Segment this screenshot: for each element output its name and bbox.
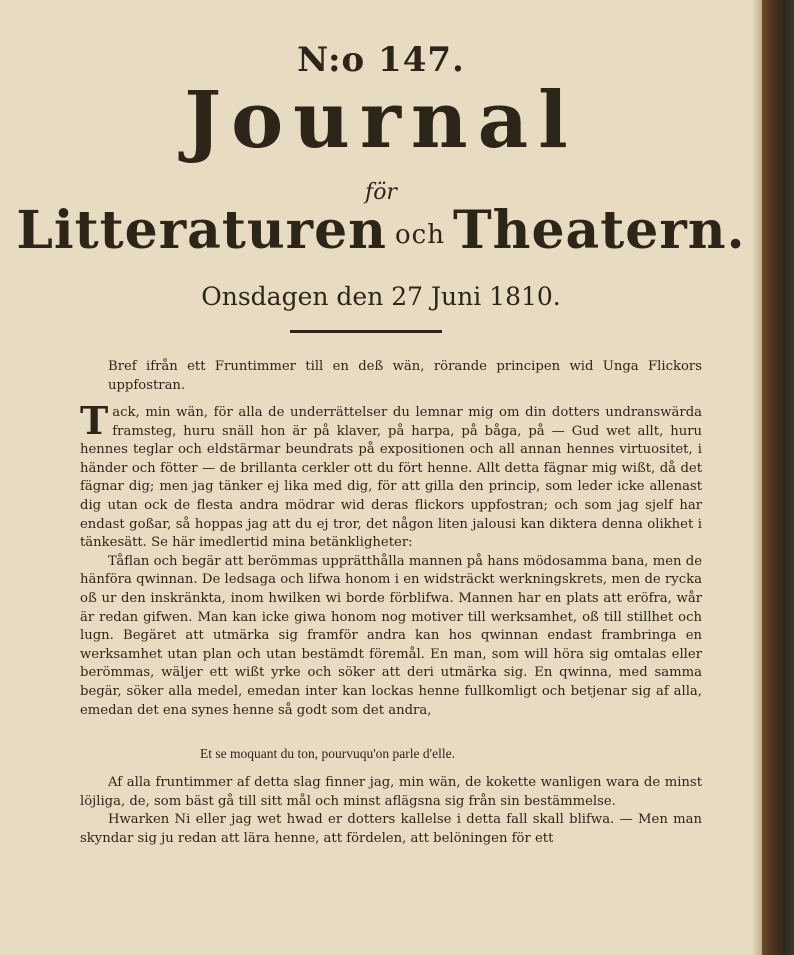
paragraph-1 bbox=[80, 398, 702, 553]
issue-number: N:o 147. bbox=[297, 40, 465, 80]
paragraph-4: Hwarken Ni eller jag wet hwad er dotters kallelse i detta fall skall blifwa. — Men man skyndar sig ju redan att lära henne, att fördelen, att belöningen för ett bbox=[80, 812, 702, 846]
divider-rule bbox=[290, 330, 442, 333]
issue-date: Onsdagen den 27 Juni 1810. bbox=[201, 282, 561, 311]
paragraph-1-text: ack, min wän, för alla de underrättelser du lemnar mig om din dotters undranswärda framsteg, huru snäll hon är på klaver, på harpa, på båga, på — Gud wet allt, huru hennes teglar och eldstärmar beundrats på expositionen och all annan hennes virtuositet, i händer och fötter — de brillanta cerkler ott du fört henne. Allt detta fägnar mig wißt, då det fägnar dig; men jag tänker ej lika med dig, för att gilla den princip, som leder icke allenast dig utan ock de flesta andra mödrar wid deras flickors uppfostran; och som jag sjelf har endast goßar, så hoppas jag att du ej tror, det någon liten jalousi kan diktera denna olikhet i tänkesätt. Se här imedlertid mina betänkligheter: bbox=[80, 405, 702, 551]
french-quote: Et se moquant du ton, pourvuqu'on parle d'elle. bbox=[200, 746, 455, 761]
article-body bbox=[80, 398, 702, 720]
subtitle-part2: Theatern. bbox=[452, 200, 746, 261]
paragraph-2: Tåflan och begär att berömmas upprätthålla mannen på hans mödosamma bana, men de hänföra qwinnan. De ledsaga och lifwa honom i en widsträckt werkningskrets, men de rycka oß ur den inskränkta, inom hwilken wi borde förblifwa. Mannen har en plats att eröfra, wår är redan gifwen. Man kan icke giwa honom nog motiver till werksamhet, oß till stillhet och lugn. Begäret att utmärka sig framför andra kan hos qwinnan endast frambringa en werksamhet utan plan och utan bestämdt föremål. En man, som will höra sig omtalas eller berömmas, wäljer ett wißt yrke och söker att deri utmärka sig. En qwinna, med samma begär, söker alla medel, emedan inter kan lockas henne fullkomligt och betjenar sig af alla, emedan det ena synes henne så godt som det andra, bbox=[80, 553, 702, 718]
subtitle-och: och bbox=[394, 219, 445, 250]
article-heading bbox=[80, 358, 702, 395]
article-body-cont bbox=[80, 774, 702, 848]
book-spine bbox=[762, 0, 794, 955]
subtitle-part1: Litteraturen bbox=[16, 200, 387, 261]
journal-subtitle bbox=[0, 200, 762, 261]
title-for: för bbox=[365, 180, 397, 205]
paragraph-3: Af alla fruntimmer af detta slag finner jag, min wän, de kokette wanligen wara de minst löjliga, de, som bäst gå till sitt mål och minst aflägsna sig från sin bestämmelse. bbox=[80, 775, 702, 809]
drop-cap: T bbox=[80, 398, 109, 443]
journal-title: Journal bbox=[184, 75, 578, 166]
article-heading-text: Bref ifrån ett Fruntimmer till en deß wän, rörande principen wid Unga Flickors uppfostran. bbox=[108, 359, 702, 393]
